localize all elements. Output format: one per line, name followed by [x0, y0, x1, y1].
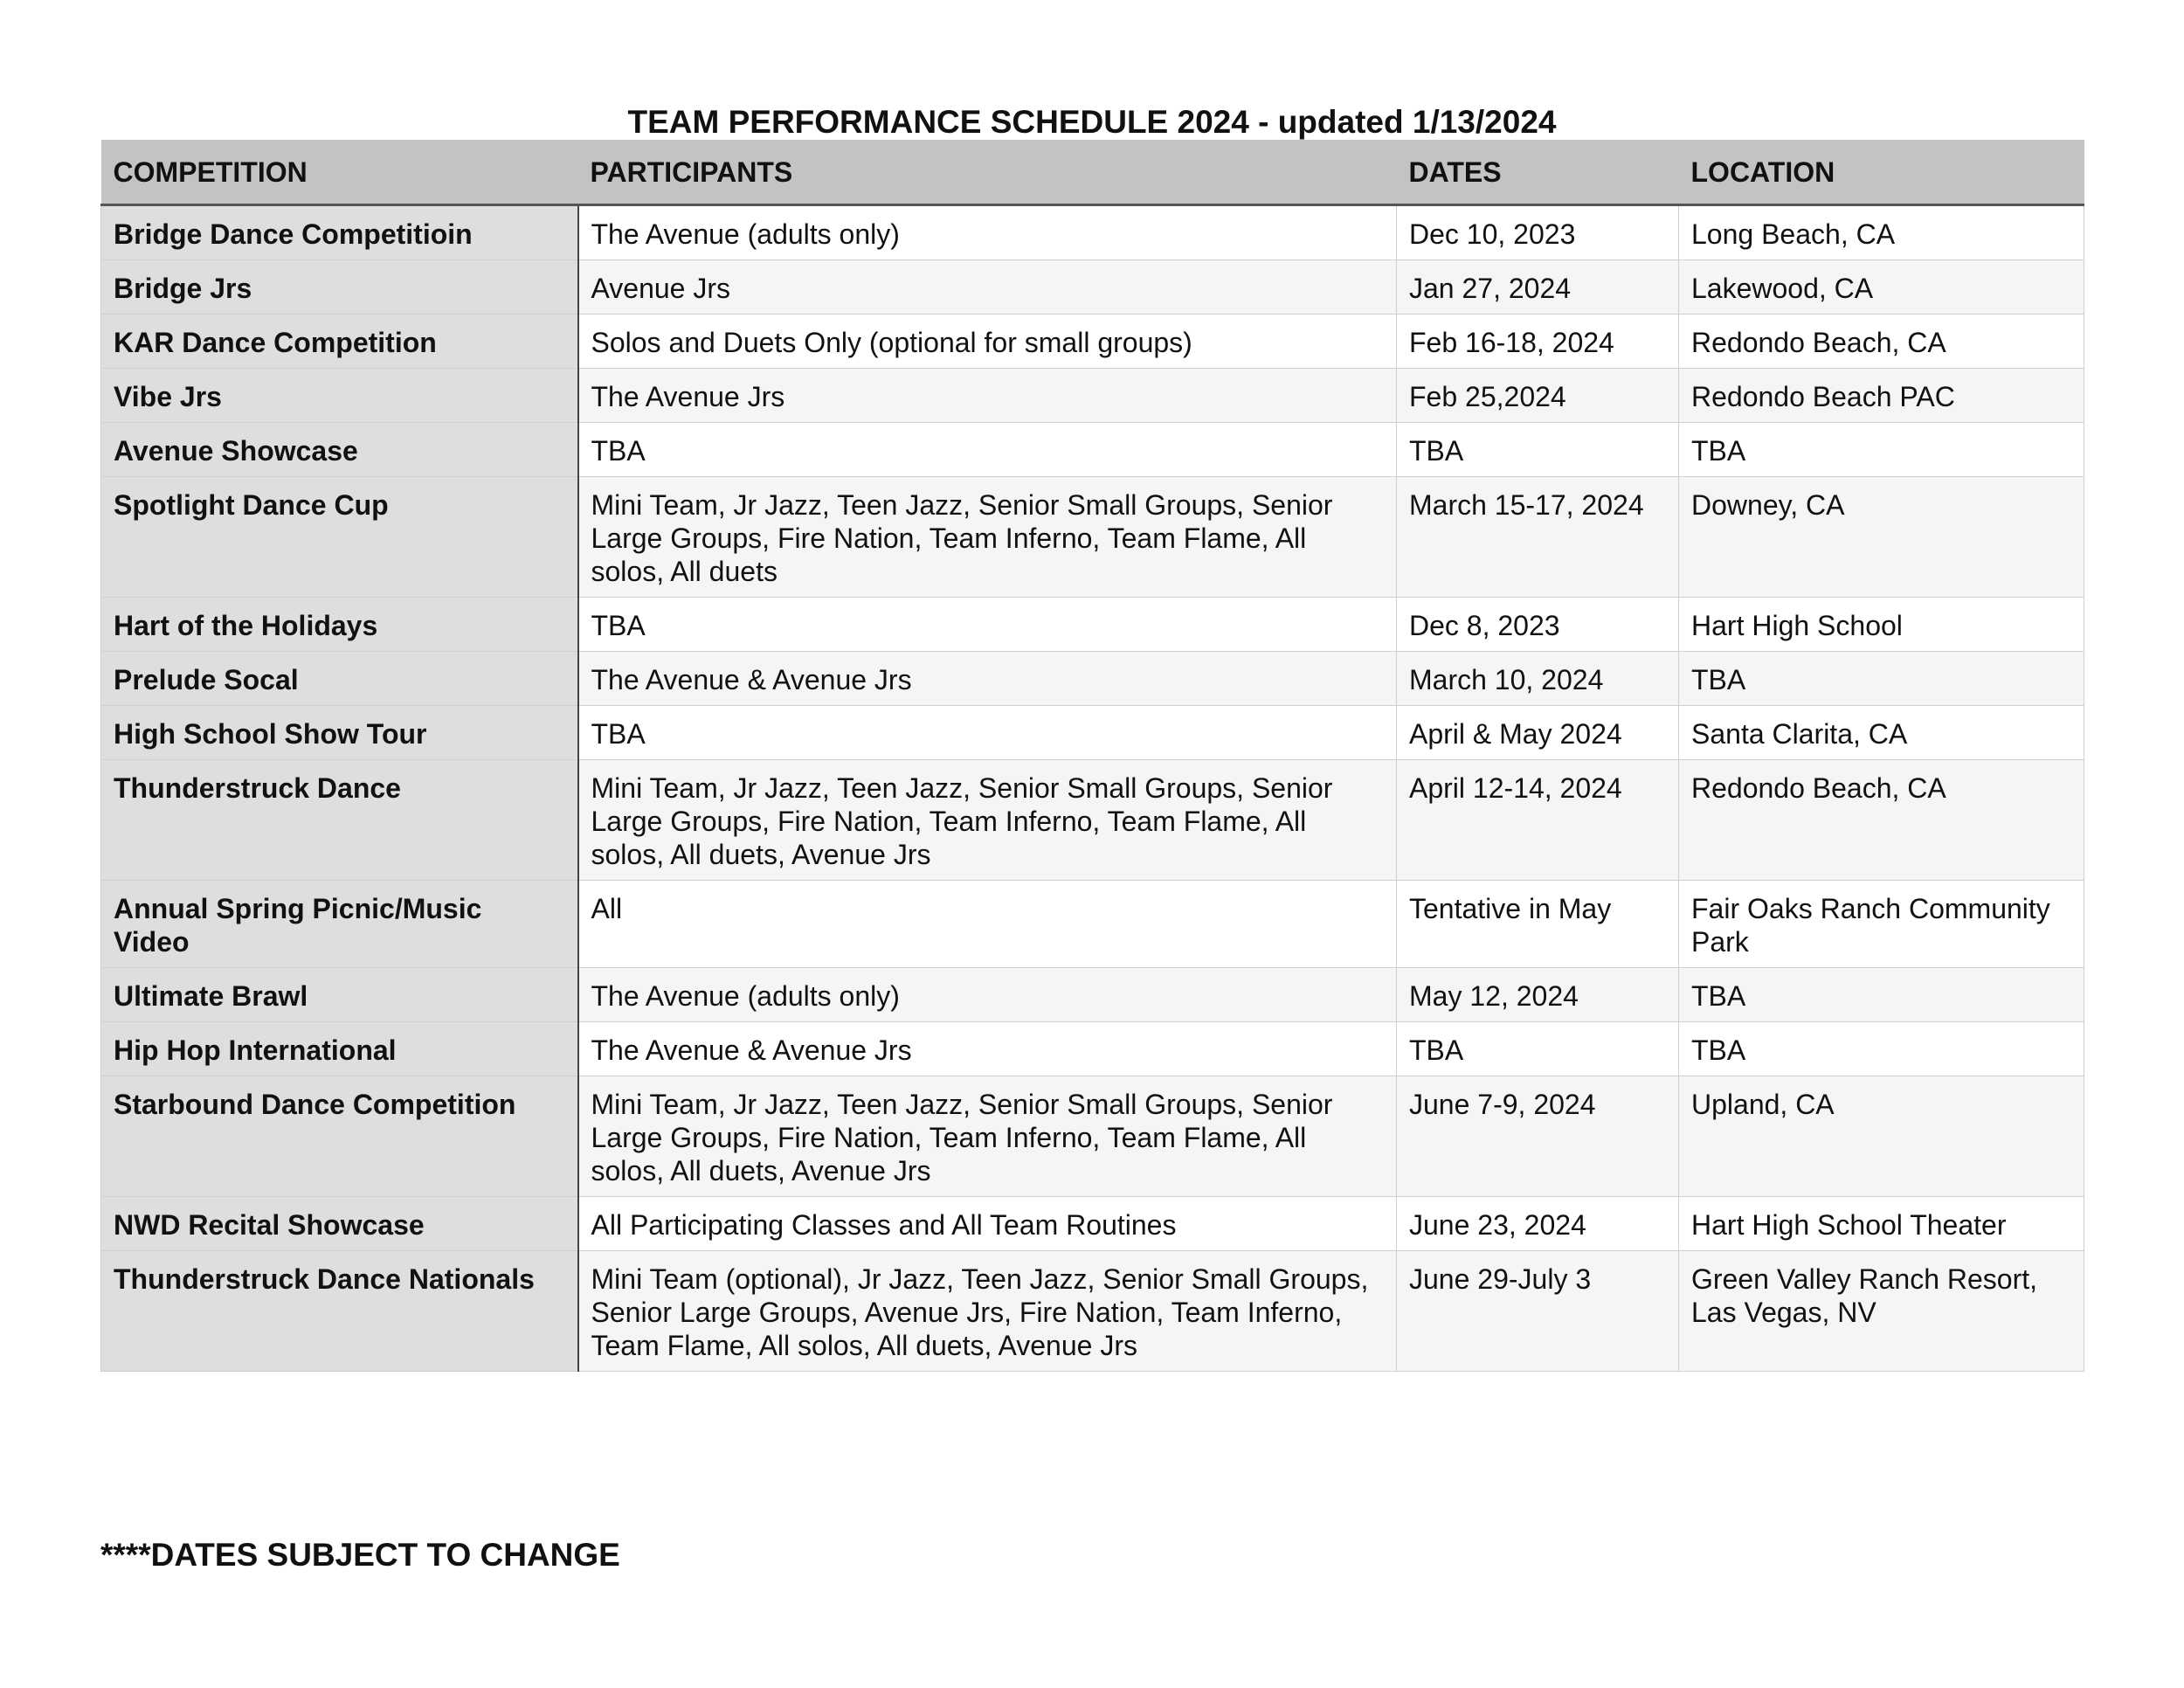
- schedule-table: [100, 140, 2084, 1372]
- dates-cell: May 12, 2024: [1397, 968, 1679, 1022]
- participants-cell: Solos and Duets Only (optional for small groups): [578, 315, 1397, 369]
- location-cell: Hart High School Theater: [1679, 1197, 2084, 1251]
- competition-cell: Vibe Jrs: [101, 369, 578, 423]
- dates-cell: TBA: [1397, 1022, 1679, 1076]
- table-row: [101, 706, 2084, 760]
- competition-cell: Hart of the Holidays: [101, 598, 578, 652]
- dates-cell: June 29-July 3: [1397, 1251, 1679, 1372]
- location-cell: Lakewood, CA: [1679, 260, 2084, 315]
- competition-cell: Hip Hop International: [101, 1022, 578, 1076]
- page-title: TEAM PERFORMANCE SCHEDULE 2024 - updated 1/13/2024: [627, 104, 1557, 140]
- dates-cell: Dec 10, 2023: [1397, 205, 1679, 260]
- table-row: [101, 1251, 2084, 1372]
- competition-cell: Annual Spring Picnic/Music Video: [101, 881, 578, 968]
- competition-cell: Bridge Jrs: [101, 260, 578, 315]
- location-cell: Redondo Beach PAC: [1679, 369, 2084, 423]
- location-cell: Downey, CA: [1679, 477, 2084, 598]
- location-cell: Redondo Beach, CA: [1679, 760, 2084, 881]
- location-cell: Long Beach, CA: [1679, 205, 2084, 260]
- table-row: [101, 968, 2084, 1022]
- participants-cell: All: [578, 881, 1397, 968]
- dates-cell: April 12-14, 2024: [1397, 760, 1679, 881]
- location-cell: TBA: [1679, 423, 2084, 477]
- table-row: [101, 315, 2084, 369]
- location-cell: Upland, CA: [1679, 1076, 2084, 1197]
- table-row: [101, 881, 2084, 968]
- participants-cell: The Avenue & Avenue Jrs: [578, 1022, 1397, 1076]
- participants-cell: Mini Team, Jr Jazz, Teen Jazz, Senior Small Groups, Senior Large Groups, Fire Nation, Team Inferno, Team Flame, All solos, All duets, Avenue Jrs: [578, 760, 1397, 881]
- participants-cell: The Avenue Jrs: [578, 369, 1397, 423]
- location-cell: Santa Clarita, CA: [1679, 706, 2084, 760]
- location-cell: Hart High School: [1679, 598, 2084, 652]
- dates-cell: Feb 16-18, 2024: [1397, 315, 1679, 369]
- competition-cell: KAR Dance Competition: [101, 315, 578, 369]
- location-cell: TBA: [1679, 968, 2084, 1022]
- competition-cell: Avenue Showcase: [101, 423, 578, 477]
- dates-cell: April & May 2024: [1397, 706, 1679, 760]
- dates-cell: March 15-17, 2024: [1397, 477, 1679, 598]
- dates-cell: Feb 25,2024: [1397, 369, 1679, 423]
- competition-cell: Starbound Dance Competition: [101, 1076, 578, 1197]
- participants-cell: Avenue Jrs: [578, 260, 1397, 315]
- dates-cell: June 7-9, 2024: [1397, 1076, 1679, 1197]
- table-row: [101, 652, 2084, 706]
- dates-cell: Tentative in May: [1397, 881, 1679, 968]
- location-cell: Green Valley Ranch Resort, Las Vegas, NV: [1679, 1251, 2084, 1372]
- participants-cell: The Avenue (adults only): [578, 968, 1397, 1022]
- participants-cell: All Participating Classes and All Team Routines: [578, 1197, 1397, 1251]
- participants-cell: The Avenue & Avenue Jrs: [578, 652, 1397, 706]
- table-row: [101, 1022, 2084, 1076]
- table-row: [101, 760, 2084, 881]
- competition-cell: Thunderstruck Dance: [101, 760, 578, 881]
- participants-cell: The Avenue (adults only): [578, 205, 1397, 260]
- dates-cell: March 10, 2024: [1397, 652, 1679, 706]
- competition-cell: Ultimate Brawl: [101, 968, 578, 1022]
- column-header-location: LOCATION: [1679, 141, 2084, 205]
- dates-cell: TBA: [1397, 423, 1679, 477]
- table-header-row: [101, 141, 2084, 205]
- table-row: [101, 205, 2084, 260]
- table-row: [101, 260, 2084, 315]
- participants-cell: Mini Team (optional), Jr Jazz, Teen Jazz, Senior Small Groups, Senior Large Groups, Avenue Jrs, Fire Nation, Team Inferno, Team Flame, All solos, All duets, Avenue Jrs: [578, 1251, 1397, 1372]
- column-header-competition: COMPETITION: [101, 141, 578, 205]
- location-cell: TBA: [1679, 1022, 2084, 1076]
- dates-cell: Dec 8, 2023: [1397, 598, 1679, 652]
- table-row: [101, 369, 2084, 423]
- participants-cell: Mini Team, Jr Jazz, Teen Jazz, Senior Small Groups, Senior Large Groups, Fire Nation, Team Inferno, Team Flame, All solos, All duets: [578, 477, 1397, 598]
- competition-cell: Thunderstruck Dance Nationals: [101, 1251, 578, 1372]
- column-header-participants: PARTICIPANTS: [578, 141, 1397, 205]
- participants-cell: TBA: [578, 423, 1397, 477]
- participants-cell: Mini Team, Jr Jazz, Teen Jazz, Senior Small Groups, Senior Large Groups, Fire Nation, Team Inferno, Team Flame, All solos, All duets, Avenue Jrs: [578, 1076, 1397, 1197]
- column-header-dates: DATES: [1397, 141, 1679, 205]
- table-row: [101, 1197, 2084, 1251]
- competition-cell: Spotlight Dance Cup: [101, 477, 578, 598]
- competition-cell: Prelude Socal: [101, 652, 578, 706]
- location-cell: Fair Oaks Ranch Community Park: [1679, 881, 2084, 968]
- location-cell: Redondo Beach, CA: [1679, 315, 2084, 369]
- dates-cell: Jan 27, 2024: [1397, 260, 1679, 315]
- participants-cell: TBA: [578, 598, 1397, 652]
- participants-cell: TBA: [578, 706, 1397, 760]
- dates-subject-to-change-note: ****DATES SUBJECT TO CHANGE: [100, 1537, 620, 1573]
- competition-cell: High School Show Tour: [101, 706, 578, 760]
- competition-cell: Bridge Dance Competitioin: [101, 205, 578, 260]
- table-row: [101, 1076, 2084, 1197]
- competition-cell: NWD Recital Showcase: [101, 1197, 578, 1251]
- location-cell: TBA: [1679, 652, 2084, 706]
- dates-cell: June 23, 2024: [1397, 1197, 1679, 1251]
- table-row: [101, 477, 2084, 598]
- table-row: [101, 423, 2084, 477]
- table-row: [101, 598, 2084, 652]
